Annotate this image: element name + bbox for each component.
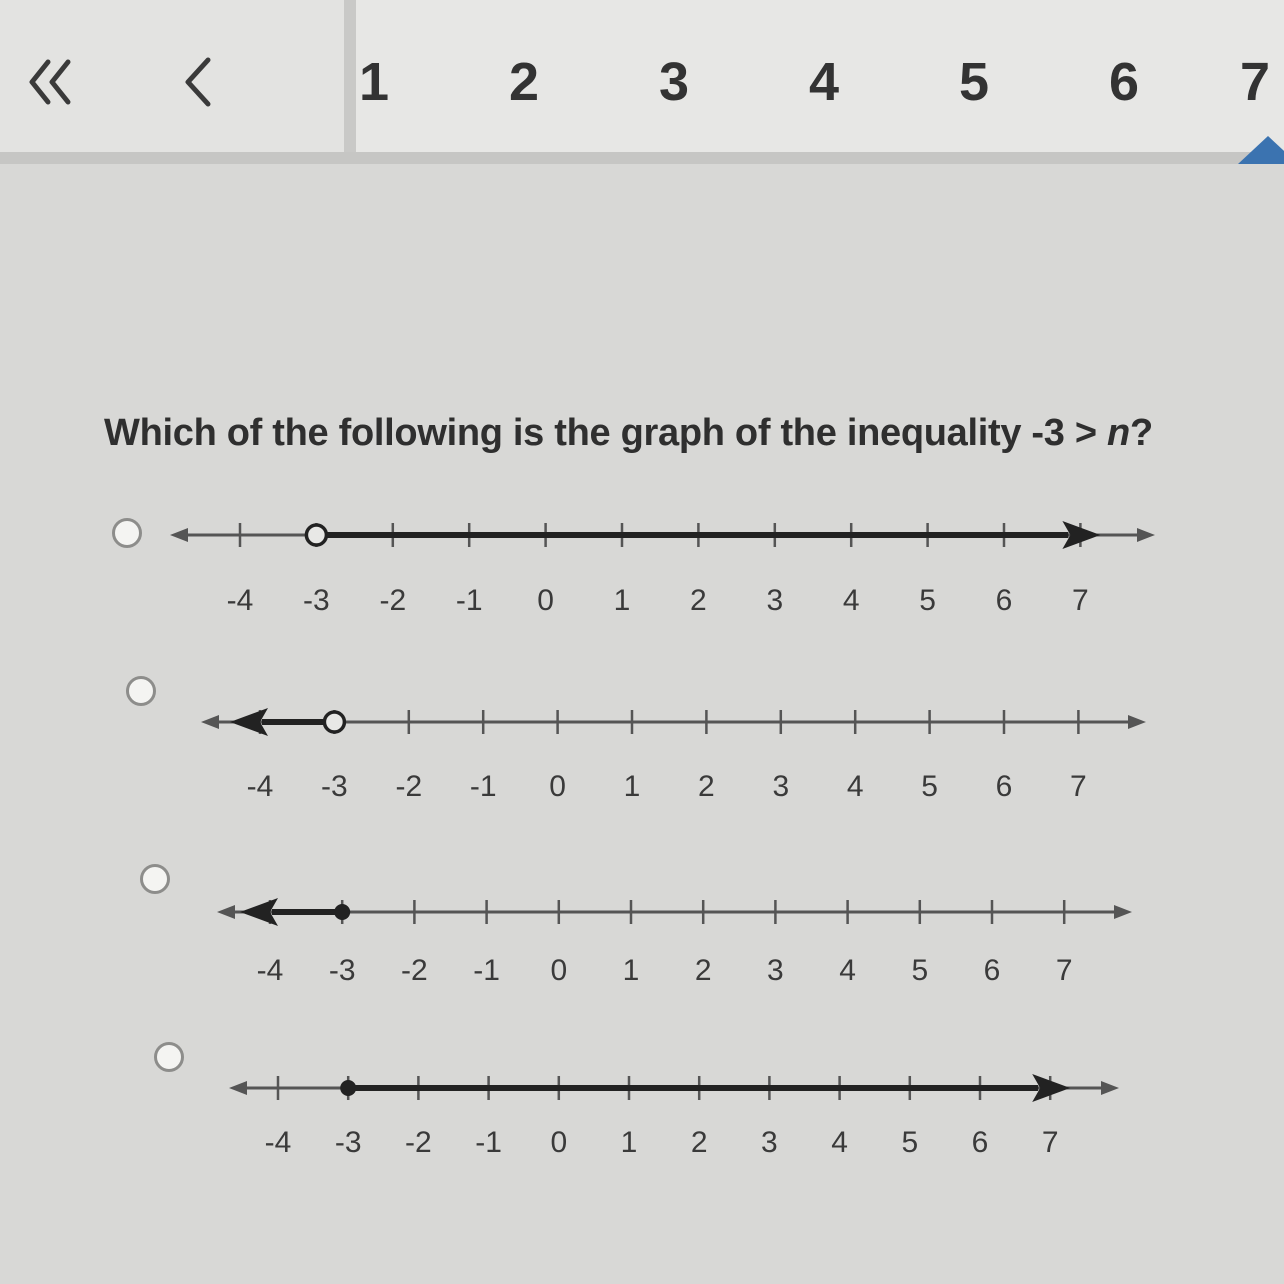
tick-label: 2 bbox=[690, 584, 707, 617]
answer-option-1-radio[interactable] bbox=[112, 518, 142, 548]
tick-label: -4 bbox=[246, 770, 274, 803]
axis-left-arrowhead bbox=[229, 1081, 247, 1095]
tick-label: 3 bbox=[766, 584, 784, 617]
tick-label: 1 bbox=[620, 1126, 638, 1159]
tick-label: -3 bbox=[328, 954, 356, 987]
tick-label: 5 bbox=[921, 770, 938, 803]
tick-label: 0 bbox=[550, 1126, 568, 1159]
page-tab-1[interactable]: 1 bbox=[358, 52, 390, 112]
active-page-indicator bbox=[1238, 136, 1284, 164]
tick-label: 6 bbox=[983, 954, 1001, 987]
question-navigation-bar bbox=[0, 0, 1284, 160]
tick-label: 3 bbox=[767, 954, 784, 987]
tick-label: 4 bbox=[831, 1126, 848, 1159]
page-tab-3[interactable]: 3 bbox=[658, 52, 690, 112]
axis-right-arrowhead bbox=[1137, 528, 1155, 542]
axis-right-arrowhead bbox=[1101, 1081, 1119, 1095]
tick-label: -2 bbox=[401, 954, 428, 987]
axis-right-arrowhead bbox=[1128, 715, 1146, 729]
page-tab-4[interactable]: 4 bbox=[808, 52, 840, 112]
question-text bbox=[104, 412, 1264, 455]
answer-option-4-radio[interactable] bbox=[154, 1042, 184, 1072]
page-tab-6[interactable]: 6 bbox=[1108, 52, 1140, 112]
tick-label: 5 bbox=[919, 584, 936, 617]
tick-label: -2 bbox=[395, 770, 423, 803]
tick-label: 6 bbox=[995, 584, 1013, 617]
axis-left-arrowhead bbox=[170, 528, 188, 542]
tick-label: 4 bbox=[846, 770, 864, 803]
axis-left-arrowhead bbox=[217, 905, 235, 919]
tick-label: 7 bbox=[1070, 770, 1087, 803]
open-endpoint bbox=[306, 525, 326, 545]
tick-label: 4 bbox=[842, 584, 860, 617]
open-endpoint bbox=[324, 712, 344, 732]
answer-option-3-radio[interactable] bbox=[140, 864, 170, 894]
tick-label: 0 bbox=[550, 954, 568, 987]
tick-label: 0 bbox=[537, 584, 554, 617]
tick-label: 0 bbox=[549, 770, 566, 803]
closed-endpoint bbox=[340, 1080, 356, 1096]
chevron-left-icon[interactable] bbox=[160, 40, 240, 120]
tick-label: 1 bbox=[622, 954, 640, 987]
axis-right-arrowhead bbox=[1114, 905, 1132, 919]
nav-bottom-border bbox=[0, 152, 1284, 164]
tick-label: -2 bbox=[379, 584, 407, 617]
answer-option-4-number-line bbox=[224, 1062, 1124, 1172]
page-tab-2[interactable]: 2 bbox=[508, 52, 540, 112]
double-chevron-left-icon[interactable] bbox=[10, 40, 90, 120]
closed-endpoint bbox=[334, 904, 350, 920]
tick-label: -3 bbox=[321, 770, 348, 803]
question-variable: n bbox=[1107, 412, 1130, 454]
tick-label: 7 bbox=[1072, 584, 1089, 617]
tick-label: 7 bbox=[1041, 1126, 1059, 1159]
answer-option-3-number-line bbox=[212, 886, 1142, 996]
tick-label: -1 bbox=[455, 584, 483, 617]
tick-label: 4 bbox=[839, 954, 856, 987]
tick-label: 5 bbox=[901, 1126, 919, 1159]
tick-label: 6 bbox=[995, 770, 1013, 803]
tick-label: 5 bbox=[911, 954, 929, 987]
tick-label: -1 bbox=[469, 770, 497, 803]
page-tab-5[interactable]: 5 bbox=[958, 52, 990, 112]
tick-label: -4 bbox=[226, 584, 254, 617]
tick-label: 2 bbox=[698, 770, 715, 803]
tick-label: 2 bbox=[690, 1126, 708, 1159]
tick-label: 6 bbox=[971, 1126, 989, 1159]
answer-option-1-number-line bbox=[160, 505, 1170, 625]
tick-label: -3 bbox=[303, 584, 330, 617]
tick-label: 7 bbox=[1055, 954, 1073, 987]
answer-option-2-number-line bbox=[196, 696, 1156, 806]
question-suffix: ? bbox=[1129, 412, 1153, 454]
tick-label: -2 bbox=[405, 1126, 432, 1159]
page-tab-7[interactable]: 7 bbox=[1240, 52, 1271, 112]
tick-label: 3 bbox=[761, 1126, 778, 1159]
tick-label: -1 bbox=[473, 954, 500, 987]
axis-left-arrowhead bbox=[201, 715, 219, 729]
tick-label: -4 bbox=[256, 954, 284, 987]
tick-label: -1 bbox=[475, 1126, 502, 1159]
tick-label: 1 bbox=[623, 770, 641, 803]
tick-label: 2 bbox=[694, 954, 712, 987]
tick-label: 3 bbox=[772, 770, 790, 803]
tick-label: 1 bbox=[613, 584, 631, 617]
question-prefix: Which of the following is the graph of the inequality -3 > bbox=[104, 412, 1108, 454]
tick-label: -3 bbox=[334, 1126, 362, 1159]
answer-option-2-radio[interactable] bbox=[126, 676, 156, 706]
tick-label: -4 bbox=[264, 1126, 292, 1159]
